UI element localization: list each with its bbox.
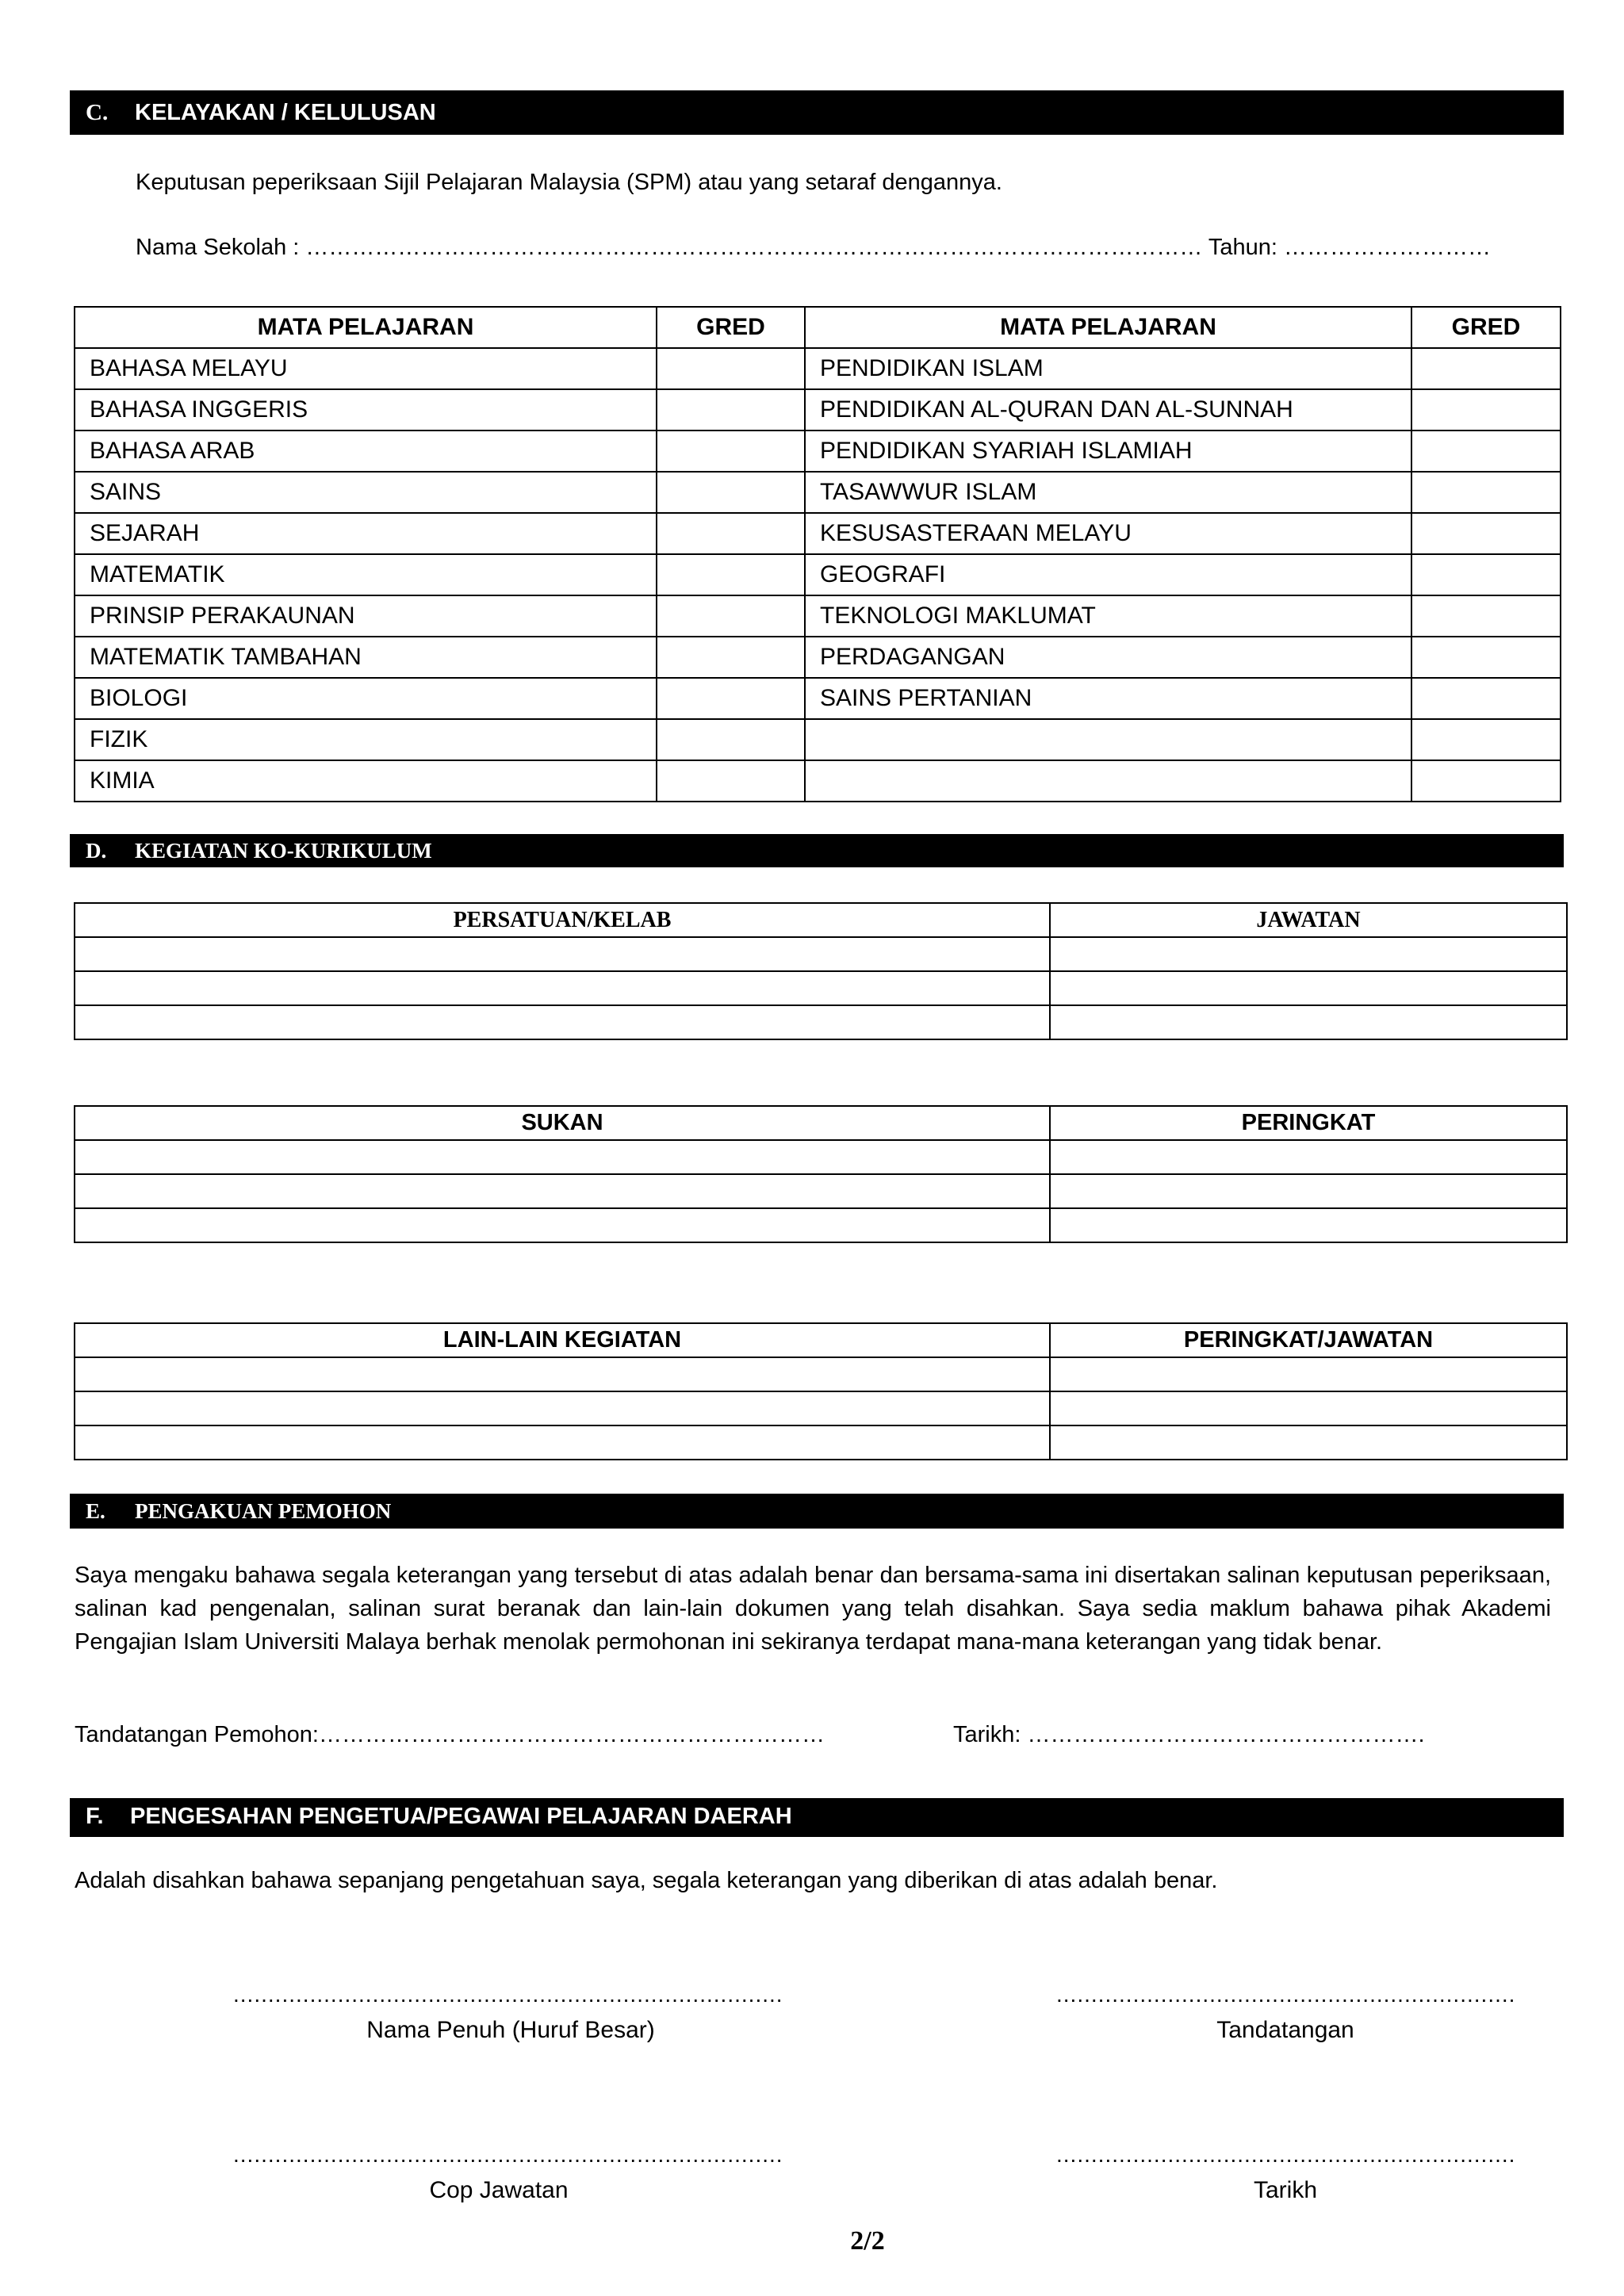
applicant-date-line[interactable]: Tarikh: …………………………………………….: [953, 1722, 1425, 1747]
date-dotted-line[interactable]: ..................................................................: [1056, 2142, 1516, 2167]
club-cell[interactable]: [75, 1005, 1050, 1039]
club-header: PERSATUAN/KELAB: [75, 903, 1050, 937]
sports-table: [74, 1105, 1568, 1243]
table-row: [75, 637, 1561, 678]
grade-cell[interactable]: [1411, 513, 1561, 554]
section-f-letter: F.: [86, 1804, 104, 1829]
level-position-cell[interactable]: [1050, 1357, 1567, 1391]
subject-cell: MATEMATIK: [75, 554, 657, 595]
sport-header: SUKAN: [75, 1106, 1050, 1140]
stamp-label: Cop Jawatan: [429, 2177, 569, 2203]
position-header: JAWATAN: [1050, 903, 1567, 937]
level-cell[interactable]: [1050, 1174, 1567, 1208]
applicant-signature-line[interactable]: Tandatangan Pemohon:…………………………………………………………: [75, 1722, 825, 1747]
grade-cell[interactable]: [1411, 678, 1561, 719]
activity-cell[interactable]: [75, 1425, 1050, 1460]
signature-dotted-line[interactable]: ..................................................................: [1056, 1982, 1516, 2007]
grade-cell[interactable]: [1411, 348, 1561, 389]
activity-cell[interactable]: [75, 1357, 1050, 1391]
section-e-header: [70, 1494, 1564, 1529]
grade-cell[interactable]: [657, 389, 805, 430]
subject-cell: KESUSASTERAAN MELAYU: [805, 513, 1411, 554]
position-cell[interactable]: [1050, 1005, 1567, 1039]
other-activities-header-row: [75, 1323, 1567, 1357]
subject-cell: GEOGRAFI: [805, 554, 1411, 595]
table-row: [75, 719, 1561, 760]
subject-cell: PENDIDIKAN SYARIAH ISLAMIAH: [805, 430, 1411, 472]
grade-cell[interactable]: [657, 554, 805, 595]
club-cell[interactable]: [75, 937, 1050, 971]
level-position-cell[interactable]: [1050, 1391, 1567, 1425]
grade-cell[interactable]: [1411, 719, 1561, 760]
subject-cell: KIMIA: [75, 760, 657, 802]
table-row: [75, 971, 1567, 1005]
position-cell[interactable]: [1050, 971, 1567, 1005]
section-f-title: PENGESAHAN PENGETUA/PEGAWAI PELAJARAN DAERAH: [130, 1804, 792, 1829]
section-d-letter: D.: [86, 839, 107, 863]
section-c-letter: C.: [86, 100, 109, 125]
grade-cell[interactable]: [1411, 637, 1561, 678]
table-row: [75, 1425, 1567, 1460]
grade-cell[interactable]: [657, 472, 805, 513]
subject-cell: SAINS PERTANIAN: [805, 678, 1411, 719]
subject-cell: FIZIK: [75, 719, 657, 760]
grade-table: [74, 306, 1561, 802]
grade-cell[interactable]: [657, 595, 805, 637]
table-row: [75, 595, 1561, 637]
grade-cell[interactable]: [657, 760, 805, 802]
clubs-table: [74, 902, 1568, 1040]
grade-cell[interactable]: [1411, 760, 1561, 802]
subject-cell: SEJARAH: [75, 513, 657, 554]
declaration-text: Saya mengaku bahawa segala keterangan yang tersebut di atas adalah benar dan bersama-sama ini disertakan salinan keputusan peperiksaan, salinan kad pengenalan, salinan surat beranak dan lain-lain dokumen yang telah disahkan. Saya sedia maklum bahawa pihak Akademi Pengajian Islam Universiti Malaya berhak menolak permohonan ini sekiranya terdapat mana-mana keterangan yang tidak benar.: [75, 1563, 1551, 1655]
grade-cell[interactable]: [657, 678, 805, 719]
position-cell[interactable]: [1050, 937, 1567, 971]
table-row: [75, 1391, 1567, 1425]
table-row: [75, 937, 1567, 971]
sport-cell[interactable]: [75, 1174, 1050, 1208]
activity-cell[interactable]: [75, 1391, 1050, 1425]
subject-cell: PENDIDIKAN ISLAM: [805, 348, 1411, 389]
grade-cell[interactable]: [657, 430, 805, 472]
table-row: [75, 472, 1561, 513]
grade-header: GRED: [1411, 307, 1561, 348]
clubs-header-row: [75, 903, 1567, 937]
grade-cell[interactable]: [657, 719, 805, 760]
grade-cell[interactable]: [657, 513, 805, 554]
table-row: [75, 1208, 1567, 1242]
subject-cell: BAHASA ARAB: [75, 430, 657, 472]
subject-cell: BIOLOGI: [75, 678, 657, 719]
table-row: [75, 1005, 1567, 1039]
sport-cell[interactable]: [75, 1208, 1050, 1242]
qualification-intro: Keputusan peperiksaan Sijil Pelajaran Malaysia (SPM) atau yang setaraf dengannya.: [136, 170, 1002, 195]
subject-cell: MATEMATIK TAMBAHAN: [75, 637, 657, 678]
grade-table-header-row: [75, 307, 1561, 348]
stamp-dotted-line[interactable]: ...............................................................................: [233, 2142, 783, 2167]
other-activities-table: [74, 1322, 1568, 1460]
section-e-letter: E.: [86, 1499, 105, 1523]
section-d-header: [70, 834, 1564, 867]
section-c-header: [70, 90, 1564, 135]
grade-cell[interactable]: [657, 637, 805, 678]
activity-header: LAIN-LAIN KEGIATAN: [75, 1323, 1050, 1357]
table-row: [75, 1357, 1567, 1391]
section-c-title: KELAYAKAN / KELULUSAN: [135, 100, 436, 125]
level-position-cell[interactable]: [1050, 1425, 1567, 1460]
sport-cell[interactable]: [75, 1140, 1050, 1174]
subject-cell: SAINS: [75, 472, 657, 513]
table-row: [75, 389, 1561, 430]
subject-header: MATA PELAJARAN: [805, 307, 1411, 348]
subject-cell: TASAWWUR ISLAM: [805, 472, 1411, 513]
grade-cell[interactable]: [1411, 554, 1561, 595]
level-position-header: PERINGKAT/JAWATAN: [1050, 1323, 1567, 1357]
table-row: [75, 1174, 1567, 1208]
full-name-label: Nama Penuh (Huruf Besar): [366, 2017, 655, 2043]
sports-header-row: [75, 1106, 1567, 1140]
grade-cell[interactable]: [1411, 472, 1561, 513]
table-row: [75, 513, 1561, 554]
table-row: [75, 760, 1561, 802]
subject-header: MATA PELAJARAN: [75, 307, 657, 348]
table-row: [75, 554, 1561, 595]
section-e-title: PENGAKUAN PEMOHON: [135, 1499, 392, 1523]
page-number: 2/2: [850, 2226, 885, 2256]
full-name-dotted-line[interactable]: ...............................................................................: [233, 1982, 783, 2007]
level-cell[interactable]: [1050, 1140, 1567, 1174]
signature-label: Tandatangan: [1216, 2017, 1354, 2043]
table-row: [75, 430, 1561, 472]
date-label: Tarikh: [1253, 2177, 1318, 2203]
school-year-line[interactable]: Nama Sekolah : ……………………………………………………………………………………………………… Tahun: ………………………: [136, 235, 1492, 260]
subject-cell: BAHASA INGGERIS: [75, 389, 657, 430]
verification-statement: Adalah disahkan bahawa sepanjang pengetahuan saya, segala keterangan yang diberikan di atas adalah benar.: [75, 1868, 1218, 1893]
grade-header: GRED: [657, 307, 805, 348]
subject-cell: [805, 719, 1411, 760]
section-f-header: [70, 1798, 1564, 1835]
grade-cell[interactable]: [1411, 389, 1561, 430]
section-d-title: KEGIATAN KO-KURIKULUM: [135, 839, 432, 863]
subject-cell: BAHASA MELAYU: [75, 348, 657, 389]
subject-cell: TEKNOLOGI MAKLUMAT: [805, 595, 1411, 637]
subject-cell: [805, 760, 1411, 802]
subject-cell: PRINSIP PERAKAUNAN: [75, 595, 657, 637]
grade-cell[interactable]: [657, 348, 805, 389]
table-row: [75, 1140, 1567, 1174]
subject-cell: PERDAGANGAN: [805, 637, 1411, 678]
table-row: [75, 348, 1561, 389]
section-f-underline: [70, 1835, 1564, 1837]
grade-cell[interactable]: [1411, 430, 1561, 472]
level-header: PERINGKAT: [1050, 1106, 1567, 1140]
club-cell[interactable]: [75, 971, 1050, 1005]
subject-cell: PENDIDIKAN AL-QURAN DAN AL-SUNNAH: [805, 389, 1411, 430]
table-row: [75, 678, 1561, 719]
grade-cell[interactable]: [1411, 595, 1561, 637]
level-cell[interactable]: [1050, 1208, 1567, 1242]
